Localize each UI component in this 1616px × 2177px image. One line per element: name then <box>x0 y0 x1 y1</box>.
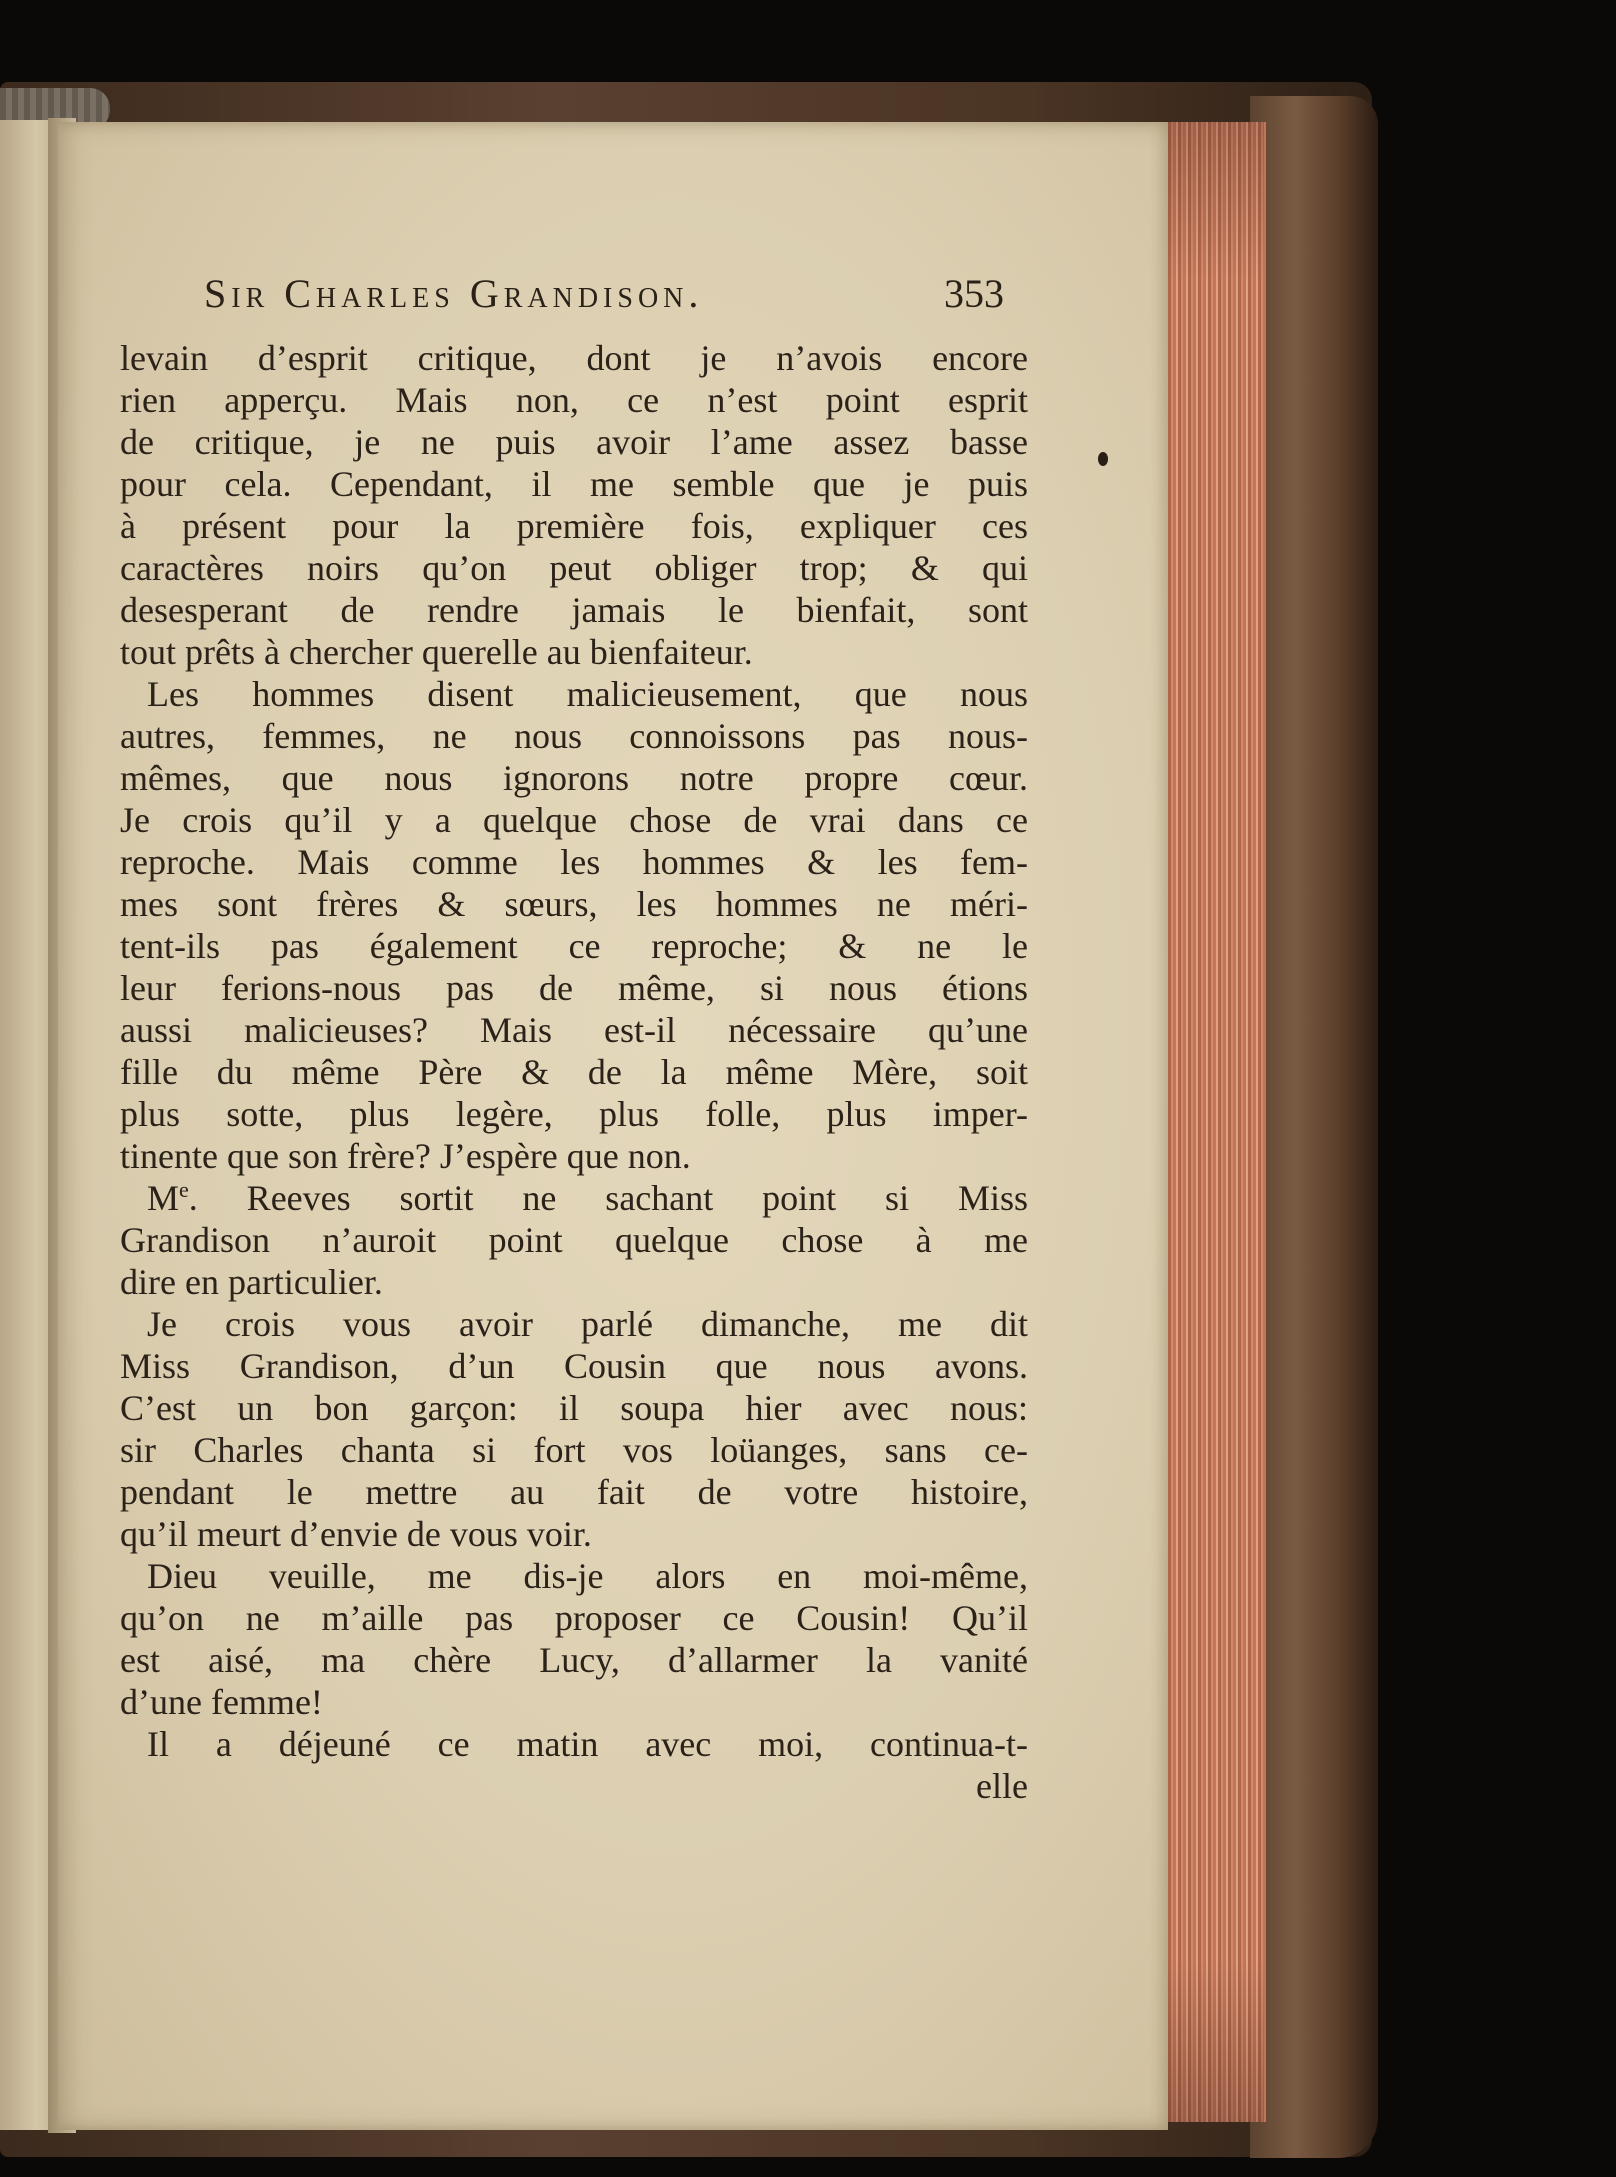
text-fragment: . Reeves sortit ne sachant point si Miss <box>188 1178 1028 1218</box>
paragraph-3 <box>120 1177 1028 1303</box>
text-line: levain d’esprit critique, dont je n’avois encore <box>120 338 1028 378</box>
superscript: e <box>179 1177 189 1202</box>
paragraph-6 <box>120 1723 1028 1765</box>
text-line: caractères noirs qu’on peut obliger trop; & qui <box>120 548 1028 588</box>
catchword: elle <box>976 1766 1028 1806</box>
text-line: Je crois vous avoir parlé dimanche, me dit <box>147 1304 1028 1344</box>
text-line: aussi malicieuses? Mais est-il nécessaire qu’une <box>120 1010 1028 1050</box>
text-line: plus sotte, plus legère, plus folle, plus imper- <box>120 1094 1028 1134</box>
text-line: est aisé, ma chère Lucy, d’allarmer la vanité <box>120 1640 1028 1680</box>
book-page <box>58 122 1168 2130</box>
text-line: leur ferions-nous pas de même, si nous étions <box>120 968 1028 1008</box>
text-line <box>120 1177 1028 1219</box>
text-line: tout prêts à chercher querelle au bienfaiteur. <box>120 632 753 672</box>
paragraph-1 <box>120 337 1028 673</box>
text-line: qu’on ne m’aille pas proposer ce Cousin! Qu’il <box>120 1598 1028 1638</box>
text-line: tinente que son frère? J’espère que non. <box>120 1136 691 1176</box>
text-line: dire en particulier. <box>120 1262 383 1302</box>
text-line: tent-ils pas également ce reproche; & ne le <box>120 926 1028 966</box>
text-line: desesperant de rendre jamais le bienfait, sont <box>120 590 1028 630</box>
text-line: à présent pour la première fois, expliquer ces <box>120 506 1028 546</box>
text-line: d’une femme! <box>120 1682 323 1722</box>
page-block-shading <box>1166 122 1264 2122</box>
page-number: 353 <box>944 271 1004 316</box>
text-line: pour cela. Cependant, il me semble que je puis <box>120 464 1028 504</box>
text-line: C’est un bon garçon: il soupa hier avec nous: <box>120 1388 1028 1428</box>
text-fragment: M <box>147 1178 180 1218</box>
text-line: Il a déjeuné ce matin avec moi, continua-t- <box>147 1724 1028 1764</box>
text-line: fille du même Père & de la même Mère, soit <box>120 1052 1028 1092</box>
text-line: mêmes, que nous ignorons notre propre cœur. <box>120 758 1028 798</box>
text-line: rien apperçu. Mais non, ce n’est point esprit <box>120 380 1028 420</box>
text-line: Miss Grandison, d’un Cousin que nous avons. <box>120 1346 1028 1386</box>
paragraph-4 <box>120 1303 1028 1555</box>
text-line: Grandison n’auroit point quelque chose à me <box>120 1220 1028 1260</box>
text-line: reproche. Mais comme les hommes & les fem- <box>120 842 1028 882</box>
text-line: mes sont frères & sœurs, les hommes ne méri- <box>120 884 1028 924</box>
text-line: sir Charles chanta si fort vos loüanges, sans ce- <box>120 1430 1028 1470</box>
text-line: Je crois qu’il y a quelque chose de vrai dans ce <box>120 800 1028 840</box>
text-line: Les hommes disent malicieusement, que nous <box>147 674 1028 714</box>
text-line: de critique, je ne puis avoir l’ame assez basse <box>120 422 1028 462</box>
body-text <box>120 337 1028 1807</box>
paragraph-5 <box>120 1555 1028 1723</box>
running-head <box>204 270 1004 330</box>
text-line: autres, femmes, ne nous connoissons pas nous- <box>120 716 1028 756</box>
running-head-title: Sir Charles Grandison. <box>204 271 704 316</box>
text-line: pendant le mettre au fait de votre histoire, <box>120 1472 1028 1512</box>
text-line: qu’il meurt d’envie de vous voir. <box>120 1514 592 1554</box>
book-cover-edge <box>1250 96 1378 2158</box>
text-line: Dieu veuille, me dis-je alors en moi-même, <box>147 1556 1028 1596</box>
ink-speck <box>1098 452 1108 466</box>
paragraph-2 <box>120 673 1028 1177</box>
